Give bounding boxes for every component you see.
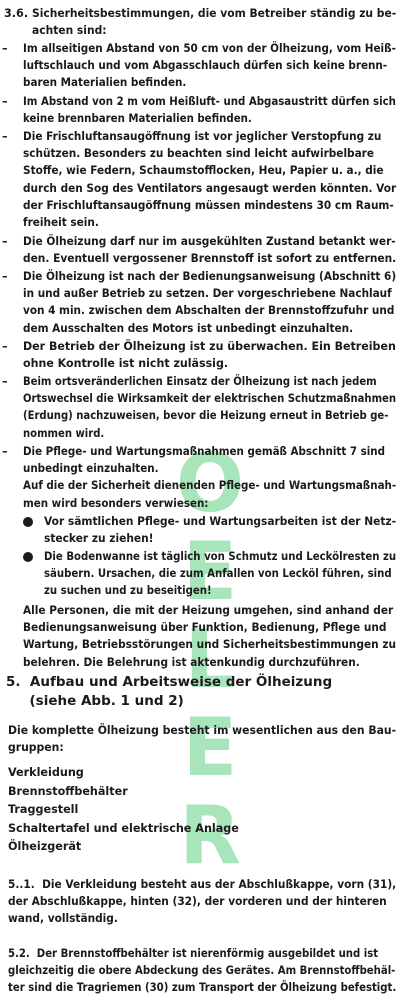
paragraph-line: wand, vollständig. — [8, 912, 118, 926]
paragraph-line: Im allseitigen Abstand von 50 cm von der Ölheizung, vom Heiß- — [23, 42, 396, 55]
paragraph-line: (Erdung) nachzuweisen, bevor die Heizung erneut in Betrieb ge- — [23, 409, 389, 423]
paragraph-line: keine brennbaren Materialien befinden. — [23, 112, 252, 126]
paragraph-line: der Frischluftansaugöffnung müssen mindestens 30 cm Raum- — [23, 198, 394, 212]
dash-marker: – — [2, 375, 8, 388]
paragraph-line: dem Ausschalten des Motors ist unbedingt einzuhalten. — [23, 321, 354, 335]
paragraph-line: Die Ölheizung ist nach der Bedienungsanweisung (Abschnitt 6) — [23, 270, 397, 283]
list-item: Schaltertafel und elektrische Anlage — [8, 821, 239, 835]
list-item: Verkleidung — [8, 766, 84, 779]
paragraph-line: men wird besonders verwiesen: — [23, 496, 209, 510]
paragraph-line: Auf die der Sicherheit dienenden Pflege- und Wartungsmaßnah- — [23, 479, 397, 493]
paragraph-line: 5.2. Der Brennstoffbehälter ist nierenförmig ausgebildet und ist — [8, 947, 379, 960]
paragraph-line: Vor sämtlichen Pflege- und Wartungsarbeiten ist der Netz- — [44, 515, 397, 528]
bullet-icon — [23, 517, 33, 527]
paragraph-line: belehren. Die Belehrung ist aktenkundig durchzuführen. — [23, 655, 360, 669]
heading-line: (siehe Abb. 1 und 2) — [6, 693, 184, 709]
list-item: Ölheizgerät — [8, 840, 82, 853]
paragraph-line: in und außer Betrieb zu setzen. Der vorgeschriebene Nachlauf — [23, 287, 392, 301]
dash-marker: – — [2, 235, 8, 248]
paragraph-line: gruppen: — [8, 741, 64, 755]
dash-marker: – — [2, 130, 8, 143]
paragraph-line: achten sind: — [32, 24, 107, 38]
paragraph-line: Sicherheitsbestimmungen, die vom Betreiber ständig zu be- — [32, 7, 397, 20]
section-number: 3.6. — [4, 7, 29, 20]
paragraph-line: der Abschlußkappe, hinten (32), der vorderen und der hinteren — [8, 895, 387, 909]
list-item: Traggestell — [8, 803, 79, 816]
paragraph-line: ohne Kontrolle ist nicht zulässig. — [23, 357, 229, 371]
watermark-letter: L — [184, 613, 236, 706]
paragraph-line: Beim ortsveränderlichen Einsatz der Ölheizung ist nach jedem — [23, 375, 377, 388]
watermark-letter: E — [182, 525, 238, 618]
paragraph-line: Ortswechsel die Wirksamkeit der elektrischen Schutzmaßnahmen — [23, 392, 397, 406]
paragraph-line: Stoffe, wie Federn, Schaumstofflocken, Heu, Papier u. a., die — [23, 164, 384, 178]
watermark-letter: R — [179, 789, 241, 882]
dash-marker: – — [2, 270, 8, 283]
paragraph-line: Die Pflege- und Wartungsmaßnahmen gemäß Abschnitt 7 sind — [23, 445, 386, 458]
heading-line: 5. Aufbau und Arbeitsweise der Ölheizung — [6, 674, 333, 690]
paragraph-line: Bedienungsanweisung über Funktion, Bedienung, Pflege und — [23, 621, 387, 635]
paragraph-line: stecker zu ziehen! — [44, 532, 154, 546]
watermark-letter: E — [182, 701, 238, 794]
paragraph-line: von 4 min. zwischen dem Abschalten der Brennstoffzufuhr und — [23, 304, 395, 318]
dash-marker: – — [2, 340, 8, 353]
paragraph-line: schützen. Besonders zu beachten sind leicht aufwirbelbare — [23, 147, 375, 161]
paragraph-line: Der Betrieb der Ölheizung ist zu überwachen. Ein Betreiben — [23, 340, 396, 353]
paragraph-line: Die komplette Ölheizung besteht im wesentlichen aus den Bau- — [8, 724, 397, 737]
paragraph-line: baren Materialien befinden. — [23, 76, 187, 90]
paragraph-line: Wartung, Betriebsstörungen und Sicherheitsbestimmungen zu — [23, 638, 397, 652]
list-item: Brennstoffbehälter — [8, 784, 128, 798]
paragraph-line: unbedingt einzuhalten. — [23, 462, 159, 476]
dash-marker: – — [2, 95, 8, 108]
paragraph-line: Die Ölheizung darf nur im ausgekühlten Zustand betankt wer- — [23, 235, 396, 248]
paragraph-line: luftschlauch und vom Abgasschlauch dürfen sich keine brenn- — [23, 59, 388, 73]
paragraph-line: Die Bodenwanne ist täglich von Schmutz und Leckölresten zu — [44, 550, 397, 563]
paragraph-line: säubern. Ursachen, die zum Anfallen von Lecköl führen, sind — [44, 567, 392, 581]
dash-marker: – — [2, 42, 8, 55]
paragraph-line: Die Frischluftansaugöffnung ist vor jeglicher Verstopfung zu — [23, 130, 382, 143]
paragraph-line: gleichzeitig die obere Abdeckung des Gerätes. Am Brennstoffbehäl- — [8, 964, 396, 978]
paragraph-line: zu suchen und zu beseitigen! — [44, 584, 212, 598]
dash-marker: – — [2, 445, 8, 458]
paragraph-line: ter sind die Tragriemen (30) zum Transport der Ölheizung befestigt. — [8, 981, 397, 995]
paragraph-line: den. Eventuell vergossener Brennstoff ist sofort zu entfernen. — [23, 252, 397, 266]
bullet-icon — [23, 552, 33, 562]
watermark-letter: O — [175, 437, 244, 530]
paragraph-line: Im Abstand von 2 m vom Heißluft- und Abgasaustritt dürfen sich — [23, 95, 396, 108]
paragraph-line: freiheit sein. — [23, 215, 99, 229]
paragraph-line: nommen wird. — [23, 426, 105, 440]
paragraph-line: Alle Personen, die mit der Heizung umgehen, sind anhand der — [23, 604, 394, 617]
paragraph-line: durch den Sog des Ventilators angesaugt werden könnten. Vor — [23, 181, 397, 195]
paragraph-line: 5..1. Die Verkleidung besteht aus der Abschlußkappe, vorn (31), — [8, 878, 397, 891]
